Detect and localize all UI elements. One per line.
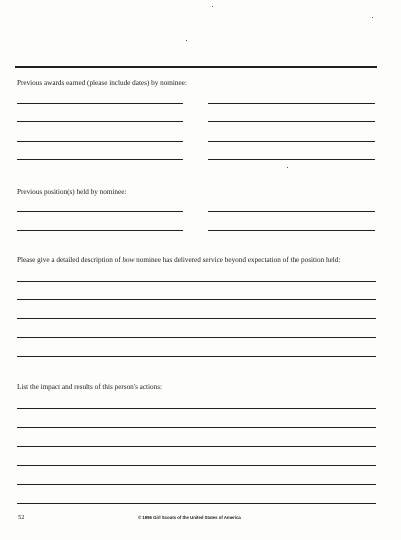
impact-label: List the impact and results of this person's actions: [17,383,163,391]
scan-speck [212,6,213,7]
positions-line-right-2[interactable] [208,230,375,231]
page-number: 52 [18,514,25,521]
description-label-after: nominee has delivered service beyond expectation of the position held: [134,256,341,264]
awards-line-left-1[interactable] [17,103,183,104]
awards-line-right-4[interactable] [208,159,375,160]
impact-line-5[interactable] [17,484,376,485]
positions-line-left-2[interactable] [17,230,183,231]
scan-speck [287,167,288,168]
copyright-notice: © 1996 Girl Scouts of the United States of America [138,515,241,520]
description-line-4[interactable] [17,337,376,338]
awards-line-left-4[interactable] [17,159,183,160]
awards-line-left-3[interactable] [17,141,183,142]
description-label [17,256,340,264]
impact-line-3[interactable] [17,446,376,447]
awards-label: Previous awards earned (please include dates) by nominee: [17,79,187,87]
positions-line-right-1[interactable] [208,211,375,212]
description-line-2[interactable] [17,299,376,300]
top-divider [15,66,377,68]
description-line-3[interactable] [17,318,376,319]
description-label-before: Please give a detailed description of [17,256,123,264]
description-label-emphasis: how [122,256,135,264]
description-line-1[interactable] [17,281,376,282]
description-line-5[interactable] [17,356,376,357]
awards-line-left-2[interactable] [17,121,183,122]
impact-line-4[interactable] [17,465,376,466]
positions-line-left-1[interactable] [17,211,183,212]
scan-speck [372,17,373,18]
scan-speck [186,40,187,41]
awards-line-right-2[interactable] [208,121,375,122]
positions-label: Previous position(s) held by nominee: [17,188,127,196]
impact-line-2[interactable] [17,427,376,428]
impact-line-1[interactable] [17,408,376,409]
awards-line-right-1[interactable] [208,103,375,104]
impact-line-6[interactable] [17,503,376,504]
awards-line-right-3[interactable] [208,141,375,142]
